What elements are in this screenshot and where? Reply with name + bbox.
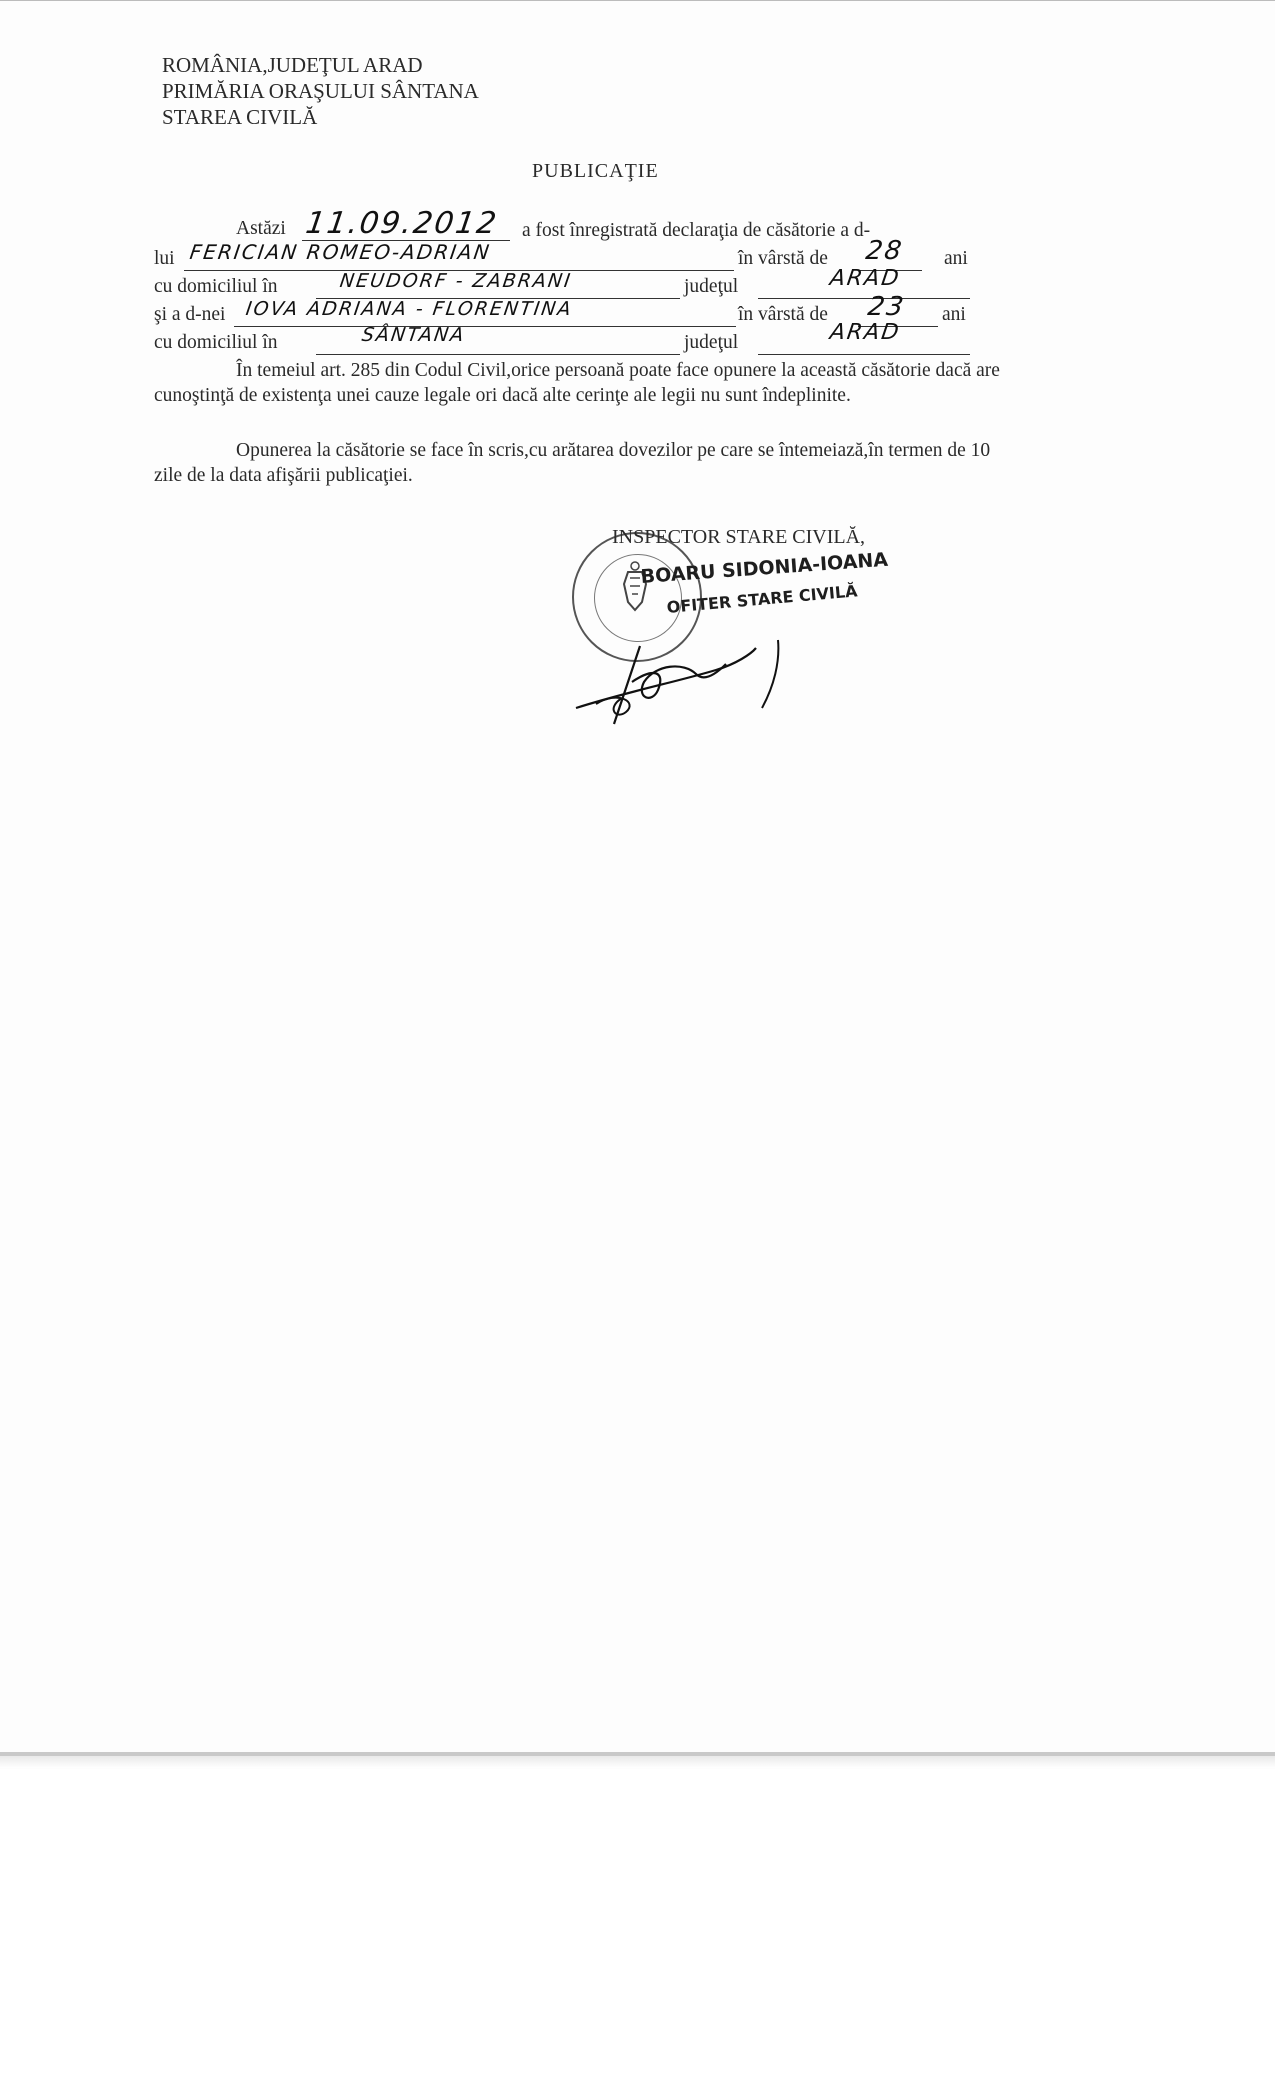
husband-county-handwritten: ARAD <box>828 266 903 291</box>
husband-domicile-handwritten: NEUDORF - ZABRANI <box>338 270 574 292</box>
wife-name-handwritten: IOVA ADRIANA - FLORENTINA <box>244 298 575 320</box>
scan-edge-shadow <box>0 1756 1275 1768</box>
wife-county-handwritten: ARAD <box>828 320 903 345</box>
handwritten-signature <box>566 612 806 732</box>
husband-age-label: în vârstă de <box>738 248 828 269</box>
wife-county-label: judeţul <box>684 332 739 353</box>
date-handwritten: 11.09.2012 <box>303 206 501 241</box>
legal-notice <box>154 358 1014 408</box>
husband-ani-label: ani <box>944 248 968 269</box>
inspector-title: INSPECTOR STARE CIVILĂ, <box>612 526 866 548</box>
header-department: STAREA CIVILĂ <box>162 105 318 129</box>
document-header <box>162 52 479 130</box>
lui-label: lui <box>154 248 175 269</box>
wife-domicile-handwritten: SÂNTANA <box>360 324 467 346</box>
astazi-label: Astăzi <box>236 218 286 239</box>
husband-name-handwritten: FERICIAN ROMEO-ADRIAN <box>188 240 493 264</box>
document-title: PUBLICAŢIE <box>532 160 659 182</box>
husband-age-handwritten: 28 <box>863 236 906 266</box>
procedure-paragraph: Opunerea la căsătorie se face în scris,cu arătarea dovezilor pe care se întemeiază,în termen de 10 zile de la data afişării publicaţiei. <box>154 440 991 486</box>
wife-domicile-label: cu domiciliul în <box>154 332 278 353</box>
opposition-procedure <box>154 438 1014 488</box>
header-country-county: ROMÂNIA,JUDEŢUL ARAD <box>162 53 423 77</box>
wife-age-handwritten: 23 <box>865 292 908 322</box>
husband-county-label: judeţul <box>684 276 739 297</box>
husband-domicile-label: cu domiciliul în <box>154 276 278 297</box>
officer-title-stamp: OFITER STARE CIVILĂ <box>666 581 859 617</box>
registered-text: a fost înregistrată declaraţia de căsătorie a d- <box>522 220 871 241</box>
opposition-paragraph: În temeiul art. 285 din Codul Civil,orice persoană poate face opunere la această căsătorie dacă are cunoştinţă de existenţa unei cauze legale ori dacă alte cerinţe ale legii nu sunt îndeplinite. <box>154 360 1000 406</box>
wife-label: şi a d-nei <box>154 304 226 325</box>
wife-age-label: în vârstă de <box>738 304 828 325</box>
header-town-hall: PRIMĂRIA ORAŞULUI SÂNTANA <box>162 79 479 103</box>
wife-ani-label: ani <box>942 304 966 325</box>
officer-name-stamp: BOARU SIDONIA-IOANA <box>640 548 889 588</box>
